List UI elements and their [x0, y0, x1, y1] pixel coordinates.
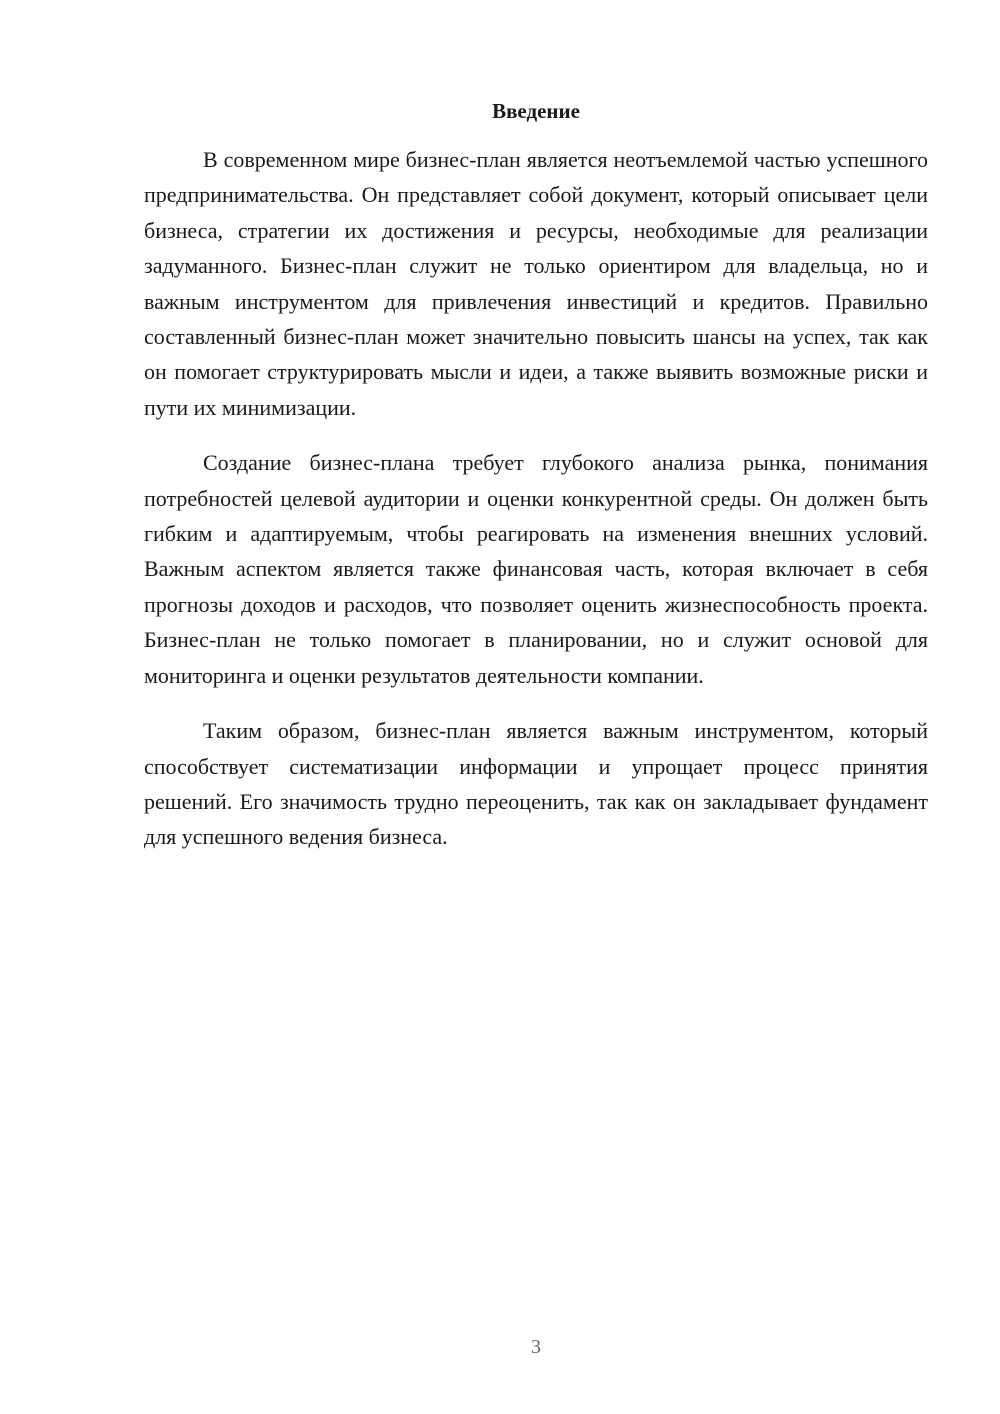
page-number: 3	[531, 1336, 541, 1358]
page-title: Введение	[492, 99, 580, 123]
document-body	[144, 142, 928, 855]
paragraph-1: В современном мире бизнес-план является неотъемлемой частью успешного предпринимательства. Он представляет собой документ, который описывает цели бизнеса, стратегии их достижения и ресурсы, необходимые для реализации задуманного. Бизнес-план служит не только ориентиром для владельца, но и важным инструментом для привлечения инвестиций и кредитов. Правильно составленный бизнес-план может значительно повысить шансы на успех, так как он помогает структурировать мысли и идеи, а также выявить возможные риски и пути их минимизации.	[144, 147, 928, 420]
paragraph-3: Таким образом, бизнес-план является важным инструментом, который способствует систематизации информации и упрощает процесс принятия решений. Его значимость трудно переоценить, так как он закладывает фундамент для успешного ведения бизнеса.	[144, 718, 928, 850]
paragraph-2: Создание бизнес-плана требует глубокого анализа рынка, понимания потребностей целевой аудитории и оценки конкурентной среды. Он должен быть гибким и адаптируемым, чтобы реагировать на изменения внешних условий. Важным аспектом является также финансовая часть, которая включает в себя прогнозы доходов и расходов, что позволяет оценить жизнеспособность проекта. Бизнес-план не только помогает в планировании, но и служит основой для мониторинга и оценки результатов деятельности компании.	[144, 450, 928, 688]
